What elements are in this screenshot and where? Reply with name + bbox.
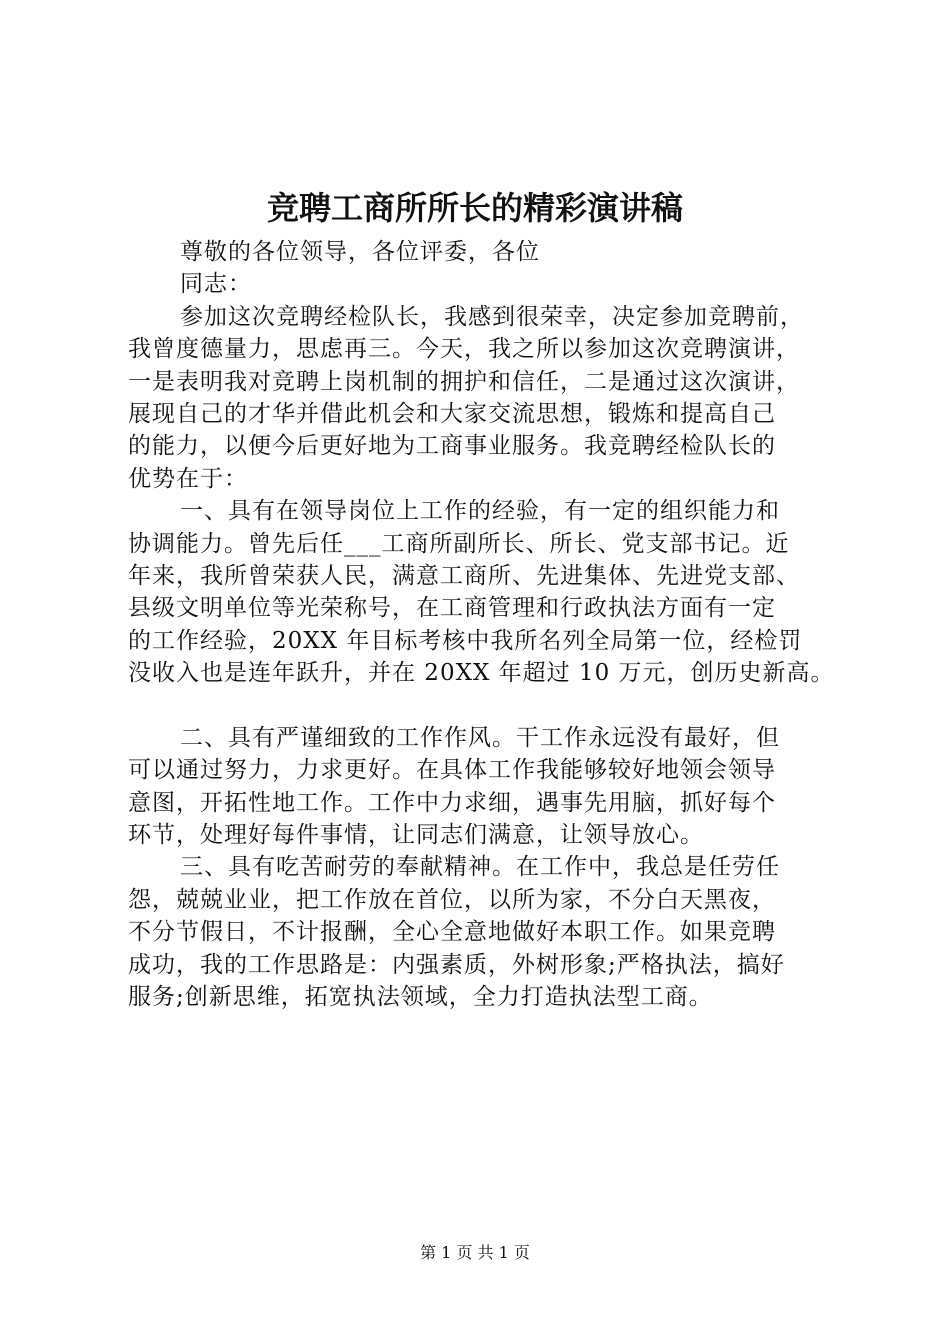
- text-line: 我曾度德量力，思虑再三。今天，我之所以参加这次竞聘演讲，: [128, 336, 800, 363]
- text-line: 一、具有在领导岗位上工作的经验，有一定的组织能力和: [180, 498, 780, 525]
- text-line: 怨，兢兢业业，把工作放在首位，以所为家，不分白天黑夜，: [128, 886, 776, 913]
- text-line: 的工作经验，20XX 年目标考核中我所名列全局第一位，经检罚: [128, 627, 803, 654]
- text-line: 参加这次竞聘经检队长，我感到很荣幸，决定参加竞聘前，: [180, 303, 804, 330]
- text-line: 县级文明单位等光荣称号，在工商管理和行政执法方面有一定: [128, 595, 776, 622]
- text-line: 不分节假日，不计报酬，全心全意地做好本职工作。如果竞聘: [128, 919, 776, 946]
- text-line: 年来，我所曾荣获人民，满意工商所、先进集体、先进党支部、: [128, 562, 800, 589]
- text-line: 协调能力。曾先后任___工商所副所长、所长、党支部书记。近: [128, 530, 790, 557]
- text-line: 同志：: [180, 271, 252, 298]
- document-body: [128, 236, 835, 1013]
- page-footer: 第 1 页 共 1 页: [420, 1243, 530, 1262]
- text-line: 成功，我的工作思路是：内强素质，外树形象;严格执法，搞好: [128, 951, 785, 978]
- blank-line: [128, 689, 828, 721]
- text-line: 可以通过努力，力求更好。在具体工作我能够较好地领会领导: [128, 757, 776, 784]
- text-line: 服务;创新思维，拓宽执法领域，全力打造执法型工商。: [128, 983, 713, 1010]
- text-line: 尊敬的各位领导，各位评委，各位: [180, 239, 540, 265]
- text-line: 意图，开拓性地工作。工作中力求细，遇事先用脑，抓好每个: [128, 789, 776, 816]
- text-line: 优势在于：: [128, 465, 248, 492]
- text-line: 二、具有严谨细致的工作作风。干工作永远没有最好，但: [180, 724, 780, 751]
- document-title: 竞聘工商所所长的精彩演讲稿: [266, 189, 683, 227]
- text-line: 没收入也是连年跃升，并在 20XX 年超过 10 万元，创历史新高。: [128, 660, 835, 687]
- text-line: 一是表明我对竞聘上岗机制的拥护和信任，二是通过这次演讲，: [128, 368, 800, 395]
- text-line: 展现自己的才华并借此机会和大家交流思想，锻炼和提高自己: [128, 400, 776, 427]
- text-line: 的能力，以便今后更好地为工商事业服务。我竞聘经检队长的: [128, 433, 776, 460]
- text-line: 三、具有吃苦耐劳的奉献精神。在工作中，我总是任劳任: [180, 854, 780, 881]
- text-line: 环节，处理好每件事情，让同志们满意，让领导放心。: [128, 822, 704, 849]
